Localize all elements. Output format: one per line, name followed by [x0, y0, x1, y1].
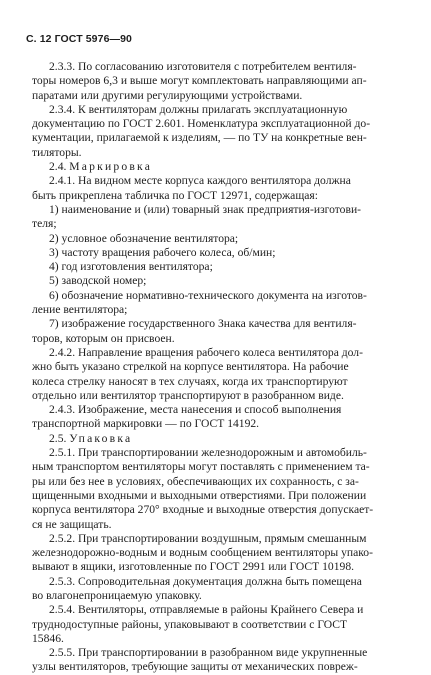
text-line: узлы вентиляторов, требующие защиты от механических повреж-	[32, 660, 358, 674]
section-title: Маркировка	[69, 160, 153, 174]
text-line: паратами или другими регулирующими устройствами.	[32, 88, 303, 102]
text-line: труднодоступные районы, упаковывают в соответствии с ГОСТ	[32, 617, 348, 631]
running-header: С. 12 ГОСТ 5976—90	[26, 33, 132, 45]
section-heading	[26, 160, 410, 174]
text-line: 5) заводской номер;	[49, 274, 147, 288]
text-line: вывают в ящики, изготовленные по ГОСТ 2991 или ГОСТ 10198.	[32, 560, 355, 574]
text-line: отдельно или вентилятор транспортируют в разобранном виде.	[32, 388, 344, 402]
text-line: транспортной маркировки — по ГОСТ 14192.	[32, 417, 260, 431]
text-line: кументации, прилагаемой к изделиям, — по ТУ на конкретные вен-	[32, 131, 367, 145]
text-line: торов, которым он присвоен.	[32, 331, 175, 345]
text-line: 4) год изготовления вентилятора;	[49, 260, 213, 274]
text-line: быть прикреплена табличка по ГОСТ 12971, содержащая:	[32, 188, 318, 202]
text-line: ры или без нее в условиях, обеспечивающих их сохранность, с за-	[32, 474, 359, 488]
text-line: 2.5.4. Вентиляторы, отправляемые в районы Крайнего Севера и	[49, 603, 364, 617]
text-line: колеса стрелку наносят в тех случаях, когда их транспортируют	[32, 374, 348, 388]
text-line: ление вентилятора;	[32, 303, 128, 317]
text-line: жно быть указано стрелкой на корпусе вентилятора. На рабочие	[32, 360, 349, 374]
text-line: 2.5.2. При транспортировании воздушным, прямым смешанным	[49, 531, 367, 545]
text-line: 2.4.1. На видном месте корпуса каждого вентилятора должна	[49, 174, 351, 188]
section-number: 2.5.	[49, 431, 70, 445]
text-line: 3) частоту вращения рабочего колеса, об/мин;	[49, 245, 276, 259]
text-line: 2.5.1. При транспортировании железнодорожным и автомобиль-	[49, 446, 367, 460]
text-line: 2) условное обозначение вентилятора;	[49, 231, 239, 245]
text-line: во влагонепроницаемую упаковку.	[32, 588, 202, 602]
text-line: 15846.	[32, 631, 64, 645]
text-line: документацию по ГОСТ 2.601. Номенклатура эксплуатационной до-	[32, 117, 371, 131]
text-line: теля;	[32, 217, 57, 231]
text-line: 7) изображение государственного Знака качества для вентиля-	[49, 317, 357, 331]
section-title: Упаковка	[69, 431, 133, 445]
text-line: 2.3.4. К вентиляторам должны прилагать эксплуатационную	[49, 102, 348, 116]
text-line: тиляторы.	[32, 145, 82, 159]
text-line: 2.5.5. При транспортировании в разобранном виде укрупненные	[49, 646, 368, 660]
text-line: щищенными входными и выходными отверстиями. При положении	[32, 488, 367, 502]
section-heading	[26, 432, 410, 446]
text-line: ся не защищать.	[32, 517, 112, 531]
section-number: 2.4.	[49, 160, 70, 174]
text-line: торы номеров 6,3 и выше могут комплектовать направляющими ап-	[32, 74, 367, 88]
text-line: корпуса вентилятора 270° входные и выходные отверстия допускает-	[32, 503, 374, 517]
text-line: 6) обозначение нормативно-технического документа на изготов-	[49, 288, 367, 302]
text-line: 2.4.3. Изображение, места нанесения и способ выполнения	[49, 403, 342, 417]
text-line: 2.5.3. Сопроводительная документация должна быть помещена	[49, 574, 362, 588]
text-line: 2.4.2. Направление вращения рабочего колеса вентилятора дол-	[49, 345, 363, 359]
text-line: 1) наименование и (или) товарный знак предприятия-изготови-	[49, 202, 362, 216]
document-body	[26, 60, 410, 675]
text-line: ным транспортом вентиляторы могут поставлять с применением та-	[32, 460, 370, 474]
text-line: 2.3.3. По согласованию изготовителя с потребителем вентиля-	[49, 60, 357, 73]
text-line: железнодорожно-водным и водным сообщением вентиляторы упако-	[32, 546, 373, 560]
